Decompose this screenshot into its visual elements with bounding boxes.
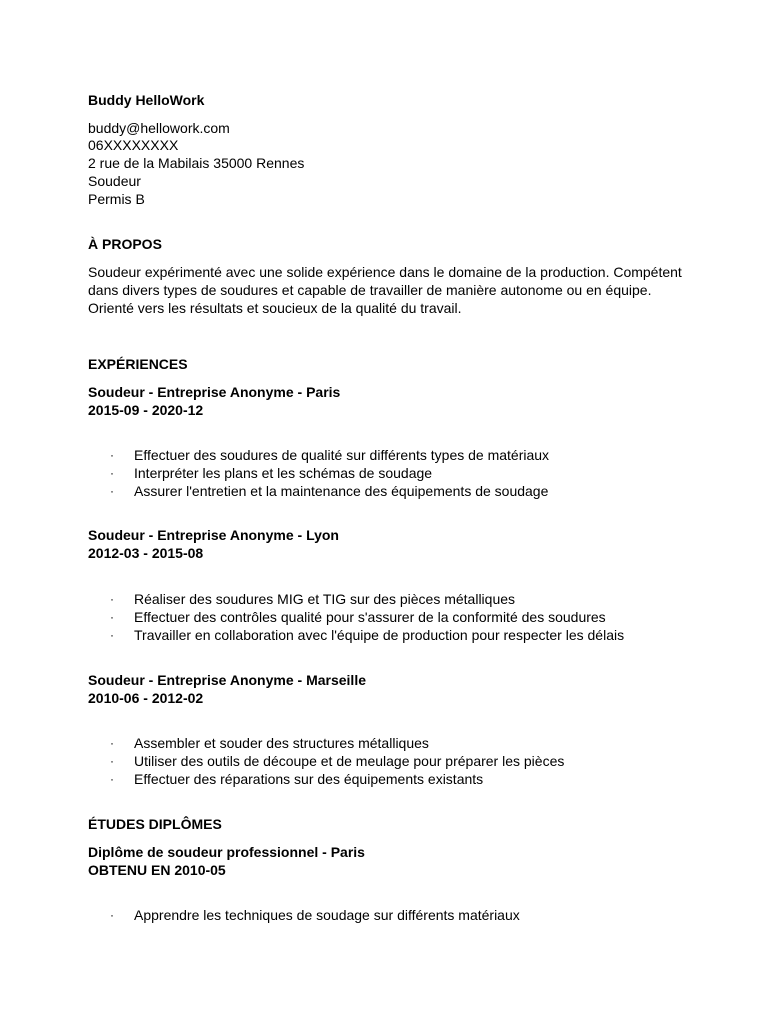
about-heading: À PROPOS bbox=[88, 236, 162, 252]
bullet-icon: · bbox=[110, 610, 114, 624]
about-paragraph: Soudeur expérimenté avec une solide expérience dans le domaine de la production. Compétent dans divers types de soudures et capable de travailler de manière autonome ou en équipe. Orienté vers les résultats et soucieux de la qualité du travail. bbox=[88, 264, 682, 316]
education-heading: ÉTUDES DIPLÔMES bbox=[88, 816, 222, 832]
experience-title: Soudeur - Entreprise Anonyme - Paris bbox=[88, 384, 341, 400]
list-item-text: Réaliser des soudures MIG et TIG sur des pièces métalliques bbox=[134, 591, 516, 607]
list-item-text: Interpréter les plans et les schémas de soudage bbox=[134, 465, 433, 481]
experience-dates: 2012-03 - 2015-08 bbox=[88, 545, 204, 561]
list-item-text: Utiliser des outils de découpe et de meulage pour préparer les pièces bbox=[134, 753, 565, 769]
address-text: 2 rue de la Mabilais 35000 Rennes bbox=[88, 155, 305, 171]
email-text: buddy@hellowork.com bbox=[88, 120, 230, 136]
experiences-heading: EXPÉRIENCES bbox=[88, 356, 188, 372]
list-item-text: Effectuer des soudures de qualité sur différents types de matériaux bbox=[134, 447, 550, 463]
list-item-text: Travailler en collaboration avec l'équipe de production pour respecter les délais bbox=[134, 627, 625, 643]
bullet-icon: · bbox=[110, 772, 114, 786]
bullet-icon: · bbox=[110, 754, 114, 768]
list-item-text: Effectuer des contrôles qualité pour s'assurer de la conformité des soudures bbox=[134, 609, 606, 625]
experience-dates: 2010-06 - 2012-02 bbox=[88, 690, 204, 706]
list-item-text: Effectuer des réparations sur des équipements existants bbox=[134, 771, 484, 787]
phone-text: 06XXXXXXXX bbox=[88, 137, 179, 153]
bullet-icon: · bbox=[110, 466, 114, 480]
bullet-icon: · bbox=[110, 736, 114, 750]
bullet-icon: · bbox=[110, 592, 114, 606]
experience-title: Soudeur - Entreprise Anonyme - Marseille bbox=[88, 672, 366, 688]
job-title-text: Soudeur bbox=[88, 173, 141, 189]
candidate-name: Buddy HelloWork bbox=[88, 92, 205, 108]
bullet-icon: · bbox=[110, 628, 114, 642]
list-item-text: Apprendre les techniques de soudage sur différents matériaux bbox=[134, 907, 520, 923]
bullet-icon: · bbox=[110, 448, 114, 462]
education-dates: OBTENU EN 2010-05 bbox=[88, 862, 226, 878]
experience-title: Soudeur - Entreprise Anonyme - Lyon bbox=[88, 527, 339, 543]
education-title: Diplôme de soudeur professionnel - Paris bbox=[88, 844, 365, 860]
bullet-icon: · bbox=[110, 908, 114, 922]
list-item-text: Assurer l'entretien et la maintenance des équipements de soudage bbox=[134, 483, 549, 499]
bullet-icon: · bbox=[110, 484, 114, 498]
experience-dates: 2015-09 - 2020-12 bbox=[88, 402, 204, 418]
license-text: Permis B bbox=[88, 191, 145, 207]
list-item-text: Assembler et souder des structures métalliques bbox=[134, 735, 429, 751]
